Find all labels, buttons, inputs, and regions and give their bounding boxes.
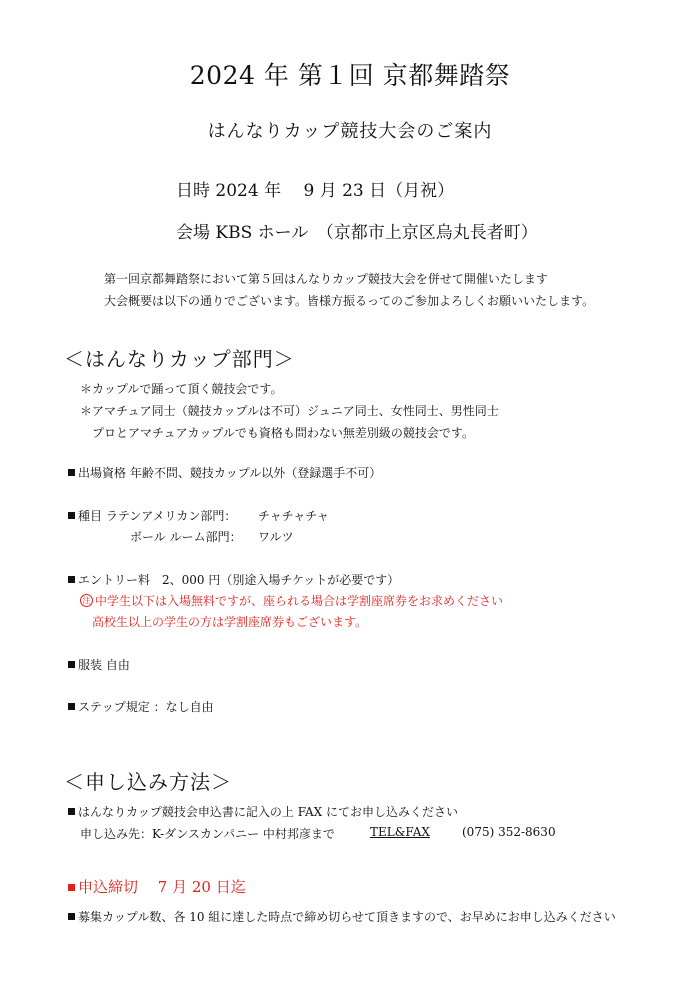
note-row-1 [80,592,503,609]
entry-fee-text: エントリー料 2、000 円（別途入場チケットが必要です） [78,573,400,587]
apply-section-heading: ＜申し込み方法＞ [64,770,232,794]
events-latin-value: チャチャチャ [258,509,329,523]
eligibility-row [68,464,381,481]
intro-line-1: 第一回京都舞踏祭において第５回はんなりカップ競技大会を併せて開催いたします [104,272,548,286]
deadline-text: 申込締切 7 月 20 日迄 [78,878,246,896]
page-title: 2024 年 第１回 京都舞踏祭 [189,61,511,90]
events-row [68,507,236,524]
square-bullet-icon [68,913,75,920]
event-venue: 会場 KBS ホール （京都市上京区烏丸長者町） [176,223,538,243]
apply-line-1: はんなりカップ競技会申込書に記入の上 FAX にてお申し込みください [78,805,459,819]
tel-fax-number: (075) 352-8630 [462,825,556,839]
events-ballroom-label: ボール ルーム部門： [130,530,242,544]
cup-bullet-2-cont: プロとアマチュアカップルでも資格も問わない無差別級の競技会です。 [92,426,474,440]
deadline-row [68,876,246,897]
note-line-1: 中学生以下は入場無料ですが、座られる場合は学割座席券をお求めください [95,594,504,608]
capacity-row [68,908,616,925]
square-bullet-icon [68,512,75,519]
eligibility-text: 出場資格 年齢不問、競技カップル以外（登録選手不可） [78,466,382,480]
page-subtitle: はんなりカップ競技大会のご案内 [207,121,493,142]
steps-row [68,698,214,715]
events-ballroom-value: ワルツ [258,530,294,544]
intro-line-2: 大会概要は以下の通りでございます。皆様方振るってのご参加よろしくお願いいたします。 [104,294,595,308]
events-latin-label: 種目 ラテンアメリカン部門： [78,509,237,523]
capacity-text: 募集カップル数、各 10 組に達した時点で締め切らせて頂きますので、お早めにお申し込みください [78,910,616,924]
square-bullet-icon [68,661,75,668]
apply-line-row [68,803,458,820]
apply-contact: 申し込み先：K-ダンスカンパニー 中村邦彦まで [80,827,335,841]
attire-row [68,656,130,673]
cup-bullet-2: ＊アマチュア同士（競技カップルは不可）ジュニア同士、女性同士、男性同士 [80,404,499,418]
entry-fee-row [68,571,399,588]
cup-bullet-1: ＊カップルで踊って頂く競技会です。 [80,382,283,396]
square-bullet-icon [68,469,75,476]
square-bullet-icon [68,703,75,710]
note-line-2: 高校生以上の学生の方は学割座席券もございます。 [92,615,368,629]
steps-text: ステップ規定 ：なし自由 [78,700,214,714]
square-bullet-icon [68,576,75,583]
cup-section-heading: ＜はんなりカップ部門＞ [64,347,295,371]
attire-text: 服装 自由 [78,658,130,672]
event-date: 日時 2024 年 9 月 23 日（月祝） [176,181,455,201]
note-mark-icon: 注 [80,594,93,607]
square-bullet-icon [68,884,75,891]
tel-fax-label: TEL&FAX [370,825,430,839]
square-bullet-icon [68,808,75,815]
